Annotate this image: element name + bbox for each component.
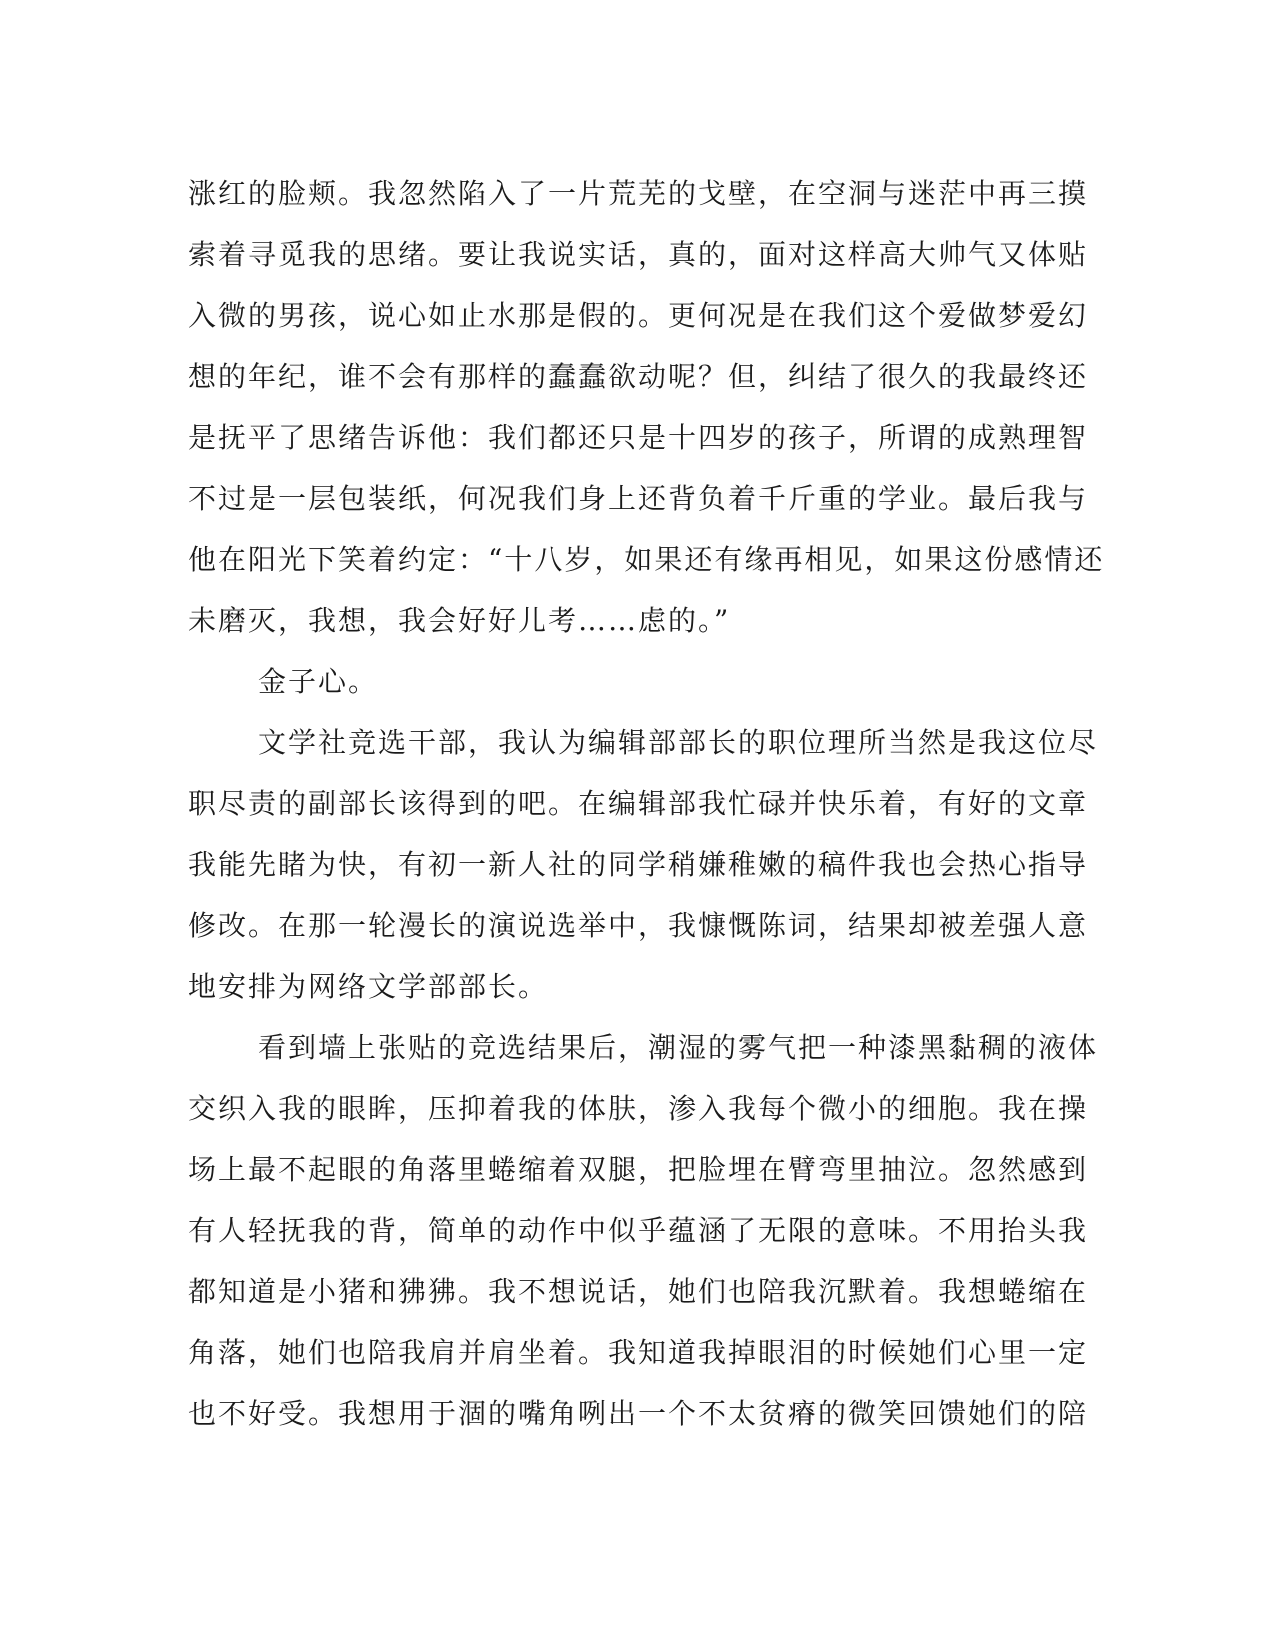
text-line: 入微的男孩，说心如止水那是假的。更何况是在我们这个爱做梦爱幻: [188, 299, 1089, 332]
text-line: 地安排为网络文学部部长。: [188, 970, 549, 1003]
text-line: 不过是一层包装纸，何况我们身上还背负着千斤重的学业。最后我与: [188, 482, 1089, 515]
text-line: 有人轻抚我的背，简单的动作中似乎蕴涵了无限的意味。不用抬头我: [188, 1214, 1089, 1247]
body-text: [188, 163, 1105, 1444]
text-line: 涨红的脸颊。我忽然陷入了一片荒芜的戈壁，在空洞与迷茫中再三摸: [188, 177, 1089, 210]
text-line: 我能先睹为快，有初一新人社的同学稍嫌稚嫩的稿件我也会热心指导: [188, 848, 1089, 881]
text-line: 看到墙上张贴的竞选结果后，潮湿的雾气把一种漆黑黏稠的液体: [258, 1031, 1099, 1064]
text-line: 职尽责的副部长该得到的吧。在编辑部我忙碌并快乐着，有好的文章: [188, 787, 1089, 820]
text-line: 金子心。: [258, 665, 379, 698]
text-line: 也不好受。我想用于涸的嘴角咧出一个不太贫瘠的微笑回馈她们的陪: [188, 1397, 1089, 1430]
text-line: 文学社竞选干部，我认为编辑部部长的职位理所当然是我这位尽: [258, 726, 1099, 759]
text-line: 场上最不起眼的角落里蜷缩着双腿，把脸埋在臂弯里抽泣。忽然感到: [188, 1153, 1089, 1186]
text-line: 角落，她们也陪我肩并肩坐着。我知道我掉眼泪的时候她们心里一定: [188, 1336, 1089, 1369]
text-line: 想的年纪，谁不会有那样的蠢蠢欲动呢？但，纠结了很久的我最终还: [188, 360, 1089, 393]
text-line: 交织入我的眼眸，压抑着我的体肤，渗入我每个微小的细胞。我在操: [188, 1092, 1089, 1125]
text-line: 都知道是小猪和狒狒。我不想说话，她们也陪我沉默着。我想蜷缩在: [188, 1275, 1089, 1308]
text-line: 修改。在那一轮漫长的演说选举中，我慷慨陈词，结果却被差强人意: [188, 909, 1089, 942]
text-line: 他在阳光下笑着约定：“十八岁，如果还有缘再相见，如果这份感情还: [188, 543, 1105, 576]
text-line: 索着寻觅我的思绪。要让我说实话，真的，面对这样高大帅气又体贴: [188, 238, 1089, 271]
text-line: 未磨灭，我想，我会好好儿考……虑的。”: [188, 604, 731, 637]
text-line: 是抚平了思绪告诉他：我们都还只是十四岁的孩子，所谓的成熟理智: [188, 421, 1089, 454]
